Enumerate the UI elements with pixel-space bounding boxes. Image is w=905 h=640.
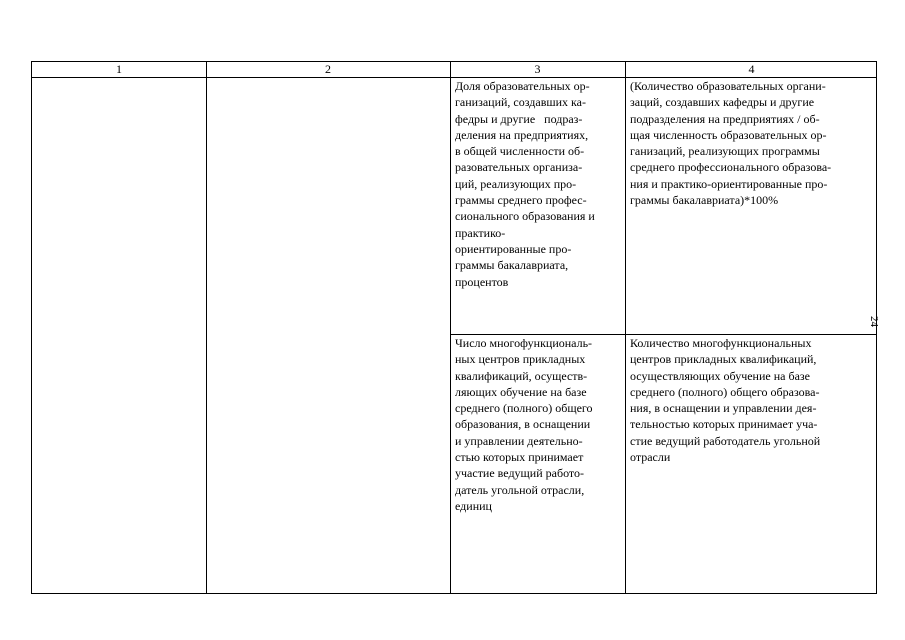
- cell-text-line: щая численность образовательных ор-: [630, 127, 827, 142]
- cell-text-line: процентов: [455, 274, 509, 289]
- cell-text-line: в общей численности об-: [455, 144, 585, 159]
- indicator-name-cell: [455, 335, 593, 514]
- cell-text-line: единиц: [455, 498, 492, 513]
- column-divider: [450, 62, 451, 593]
- cell-text-line: деления на предприятиях,: [455, 127, 589, 142]
- cell-text-line: Доля образовательных ор-: [455, 79, 590, 93]
- cell-text-line: ций, реализующих про-: [455, 176, 577, 191]
- cell-text-line: ляющих обучение на базе: [455, 384, 587, 399]
- cell-text-line: центров прикладных квалификаций,: [630, 352, 817, 367]
- cell-text-line: (Количество образовательных органи-: [630, 79, 826, 93]
- cell-text-line: ния и практико-ориентированные про-: [630, 176, 828, 191]
- cell-text-line: среднего (полного) общего образова-: [630, 384, 820, 399]
- cell-text-line: квалификаций, осуществ-: [455, 368, 588, 383]
- cell-text-line: ния, в оснащении и управлении дея-: [630, 401, 817, 416]
- cell-text-line: ориентированные про-: [455, 241, 572, 256]
- header-col-1: 1: [116, 62, 122, 76]
- indicator-name-cell: [455, 78, 595, 290]
- cell-text-line: граммы бакалавриата,: [455, 258, 569, 273]
- cell-text-line: среднего профессионального образова-: [630, 160, 832, 175]
- cell-text-line: практико-: [455, 225, 506, 240]
- cell-text-line: Количество многофункциональных: [630, 336, 812, 350]
- cell-text-line: стью которых принимает: [455, 450, 584, 465]
- cell-text-line: граммы среднего профес-: [455, 193, 587, 208]
- cell-text-line: отрасли: [630, 450, 671, 465]
- calculation-method-cell: [630, 78, 831, 208]
- cell-text-line: подразделения на предприятиях / об-: [630, 111, 820, 126]
- cell-text-line: участие ведущий работо-: [455, 466, 584, 481]
- column-divider: [625, 62, 626, 593]
- header-col-4: 4: [748, 62, 755, 76]
- cell-text-line: датель угольной отрасли,: [455, 482, 585, 497]
- cell-text-line: ных центров прикладных: [455, 352, 586, 367]
- data-table: [31, 61, 877, 594]
- page-number: 24: [868, 316, 880, 327]
- cell-text-line: разовательных организа-: [455, 160, 583, 175]
- cell-text-line: Число многофункциональ-: [455, 336, 593, 350]
- cell-text-line: сионального образования и: [455, 209, 595, 224]
- cell-text-line: стие ведущий работодатель угольной: [630, 433, 821, 448]
- column-divider: [206, 62, 207, 593]
- cell-text-line: осуществляющих обучение на базе: [630, 368, 810, 383]
- cell-text-line: среднего (полного) общего: [455, 401, 593, 416]
- calculation-method-cell: [630, 335, 820, 465]
- cell-text-line: ганизаций, создавших ка-: [455, 95, 587, 110]
- cell-text-line: федры и другие подраз-: [455, 111, 583, 126]
- cell-text-line: ганизаций, реализующих программы: [630, 144, 820, 159]
- cell-text-line: заций, создавших кафедры и другие: [630, 95, 815, 110]
- cell-text-line: тельностью которых принимает уча-: [630, 417, 818, 432]
- header-col-3: 3: [534, 62, 541, 76]
- cell-text-line: образования, в оснащении: [455, 417, 591, 432]
- header-col-2: 2: [325, 62, 331, 76]
- cell-text-line: граммы бакалавриата)*100%: [630, 193, 779, 208]
- cell-text-line: и управлении деятельно-: [455, 433, 583, 448]
